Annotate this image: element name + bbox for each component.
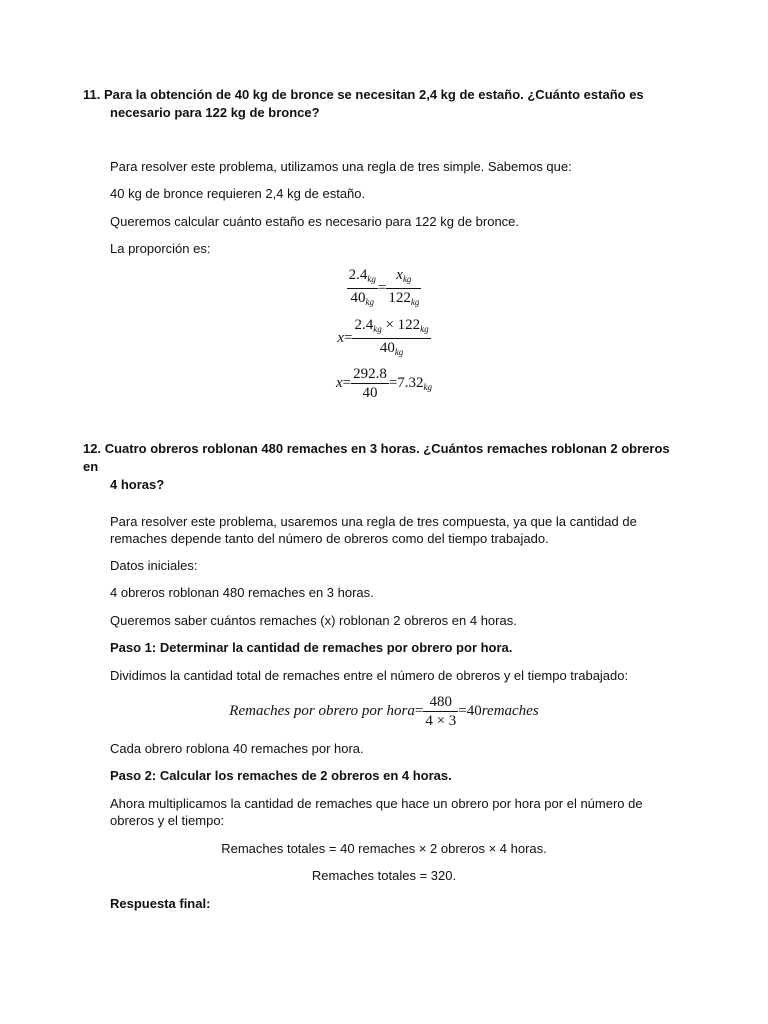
- q12-step-2: Paso 2: Calcular los remaches de 2 obreros en 4 horas.: [110, 768, 452, 783]
- q12-step-1: Paso 1: Determinar la cantidad de remaches por obrero por hora.: [110, 640, 513, 655]
- q11-number: 11.: [83, 87, 101, 102]
- q11-equation-2: [0, 316, 768, 361]
- q12-title: [83, 440, 683, 494]
- eq4-d: 4 × 3: [425, 713, 457, 729]
- q12-paragraph-3: 4 obreros roblonan 480 remaches en 3 horas.: [110, 585, 374, 600]
- q12-calculation-1: Remaches totales = 40 remaches × 2 obreros × 4 horas.: [221, 841, 547, 856]
- eq1-unit: kg: [367, 274, 376, 284]
- eq1-fraction-right: [386, 266, 421, 311]
- q11-title: [83, 86, 683, 122]
- q12-paragraph-5: Dividimos la cantidad total de remaches entre el número de obreros y el tiempo trabajado:: [110, 668, 629, 683]
- eq1-unit: kg: [410, 297, 420, 307]
- q11-title-line1: Para la obtención de 40 kg de bronce se necesitan 2,4 kg de estaño. ¿Cuánto estaño es: [103, 87, 644, 102]
- eq1-d2: 122: [388, 290, 411, 306]
- q12-calculation-2: Remaches totales = 320.: [311, 868, 457, 883]
- eq3-d: 40: [362, 385, 378, 401]
- eq2-unit: kg: [394, 347, 404, 357]
- eq4-result: 40: [466, 702, 482, 719]
- eq4-equals-2: =: [458, 702, 467, 719]
- eq1-equals: =: [377, 279, 387, 296]
- eq4-equals: =: [414, 702, 424, 719]
- eq4-fraction: [423, 693, 458, 730]
- eq1-unit: kg: [402, 274, 412, 284]
- eq2-times: ×: [385, 317, 394, 333]
- q12-paragraph-7: Ahora multiplicamos la cantidad de remaches que hace un obrero por hora por el número de obreros y el tiempo:: [110, 796, 643, 828]
- q12-paragraph-4: Queremos saber cuántos remaches (x) roblonan 2 obreros en 4 horas.: [110, 613, 517, 628]
- eq2-lhs: x: [337, 329, 344, 346]
- q11-title-line2: necesario para 122 kg de bronce?: [110, 105, 320, 120]
- q12-equation: [0, 693, 768, 730]
- q12-paragraph-1: Para resolver este problema, usaremos una regla de tres compuesta, ya que la cantidad de remaches depende tanto del número de obreros como del tiempo trabajado.: [110, 514, 637, 546]
- eq1-d1: 40: [350, 290, 366, 306]
- eq2-nb: 122: [397, 317, 421, 333]
- eq3-fraction: [351, 365, 389, 402]
- eq1-n2: x: [396, 267, 403, 283]
- eq2-fraction: [352, 316, 430, 361]
- eq2-d: 40: [379, 340, 395, 356]
- q12-paragraph-2: Datos iniciales:: [110, 558, 198, 573]
- eq1-unit: kg: [365, 297, 375, 307]
- eq4-unit: remaches: [481, 702, 539, 719]
- q11-equation-1: [0, 266, 768, 311]
- q11-paragraph-2: 40 kg de bronce requieren 2,4 kg de estaño.: [110, 186, 366, 201]
- q12-final-answer-label: Respuesta final:: [110, 896, 211, 911]
- q12-title-line1: Cuatro obreros roblonan 480 remaches en 3 horas. ¿Cuántos remaches roblonan 2 obreros en: [83, 441, 670, 474]
- eq1-n1: 2.4: [348, 267, 368, 283]
- q12-paragraph-6: Cada obrero roblona 40 remaches por hora.: [110, 741, 364, 756]
- eq1-fraction-left: [347, 266, 378, 311]
- eq2-unit: kg: [373, 324, 382, 334]
- eq3-unit: kg: [423, 381, 433, 392]
- q12-title-line2: 4 horas?: [110, 477, 165, 492]
- q11-paragraph-1: Para resolver este problema, utilizamos una regla de tres simple. Sabemos que:: [110, 159, 572, 174]
- eq3-n: 292.8: [353, 366, 387, 382]
- eq2-na: 2.4: [354, 317, 374, 333]
- q11-paragraph-4: La proporción es:: [110, 241, 211, 256]
- eq3-lhs: x: [335, 374, 343, 391]
- eq2-equals: =: [343, 329, 353, 346]
- eq4-lhs: Remaches por obrero por hora: [229, 702, 415, 719]
- eq3-equals-2: =: [388, 374, 398, 391]
- eq3-equals: =: [342, 374, 352, 391]
- q11-equation-3: [0, 365, 768, 402]
- q12-number: 12.: [83, 441, 102, 456]
- q11-paragraph-3: Queremos calcular cuánto estaño es necesario para 122 kg de bronce.: [110, 214, 520, 229]
- eq3-result: 7.32: [397, 374, 424, 391]
- eq4-n: 480: [423, 693, 458, 712]
- eq2-unit: kg: [420, 324, 429, 334]
